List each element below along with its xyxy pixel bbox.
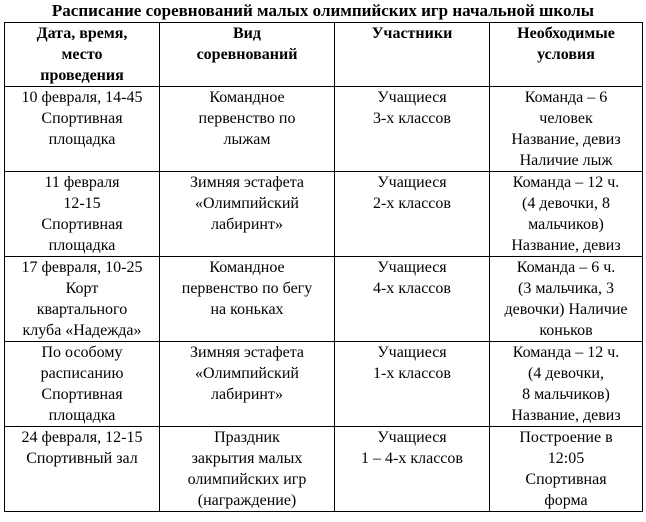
header-conditions xyxy=(490,23,643,87)
cell-event xyxy=(160,257,335,342)
cell-line: По особому xyxy=(41,344,123,361)
cell-line: 17 февраля, 10-25 xyxy=(21,259,143,276)
cell-line: Командное xyxy=(209,259,285,276)
cell-line: Наличие лыж xyxy=(519,152,613,169)
cell-line: Построение в xyxy=(519,429,613,446)
cell-line: площадка xyxy=(48,237,116,254)
cell-line: Учащиеся xyxy=(377,259,447,276)
cell-line: «Олимпийский xyxy=(195,195,299,212)
cell-line: Спортивная xyxy=(41,386,123,403)
cell-line: Корт xyxy=(65,280,99,297)
cell-line: 1-х классов xyxy=(373,365,451,382)
cell-line: олимпийских игр xyxy=(187,471,307,488)
table-row xyxy=(5,342,643,427)
cell-line: Командное xyxy=(209,89,285,106)
cell-participants xyxy=(335,172,490,257)
cell-line: 10 февраля, 14-45 xyxy=(21,89,143,106)
cell-line: 1 – 4-х классов xyxy=(361,450,463,467)
cell-line: «Олимпийский xyxy=(195,365,299,382)
cell-line: 4-х классов xyxy=(373,280,451,297)
cell-participants xyxy=(335,427,490,512)
cell-line: Спортивная xyxy=(41,216,123,233)
cell-event xyxy=(160,342,335,427)
cell-date-place xyxy=(5,87,160,172)
cell-participants xyxy=(335,342,490,427)
cell-line: 12-15 xyxy=(63,195,101,212)
schedule-table xyxy=(4,22,643,512)
table-header-row xyxy=(5,23,643,87)
cell-line: Зимняя эстафета xyxy=(190,344,304,361)
cell-line: площадка xyxy=(48,131,116,148)
cell-line: Праздник xyxy=(214,429,280,446)
table-row xyxy=(5,257,643,342)
header-participants xyxy=(335,23,490,87)
cell-line: девочки) Наличие xyxy=(504,301,628,318)
cell-conditions xyxy=(490,427,643,512)
cell-line: лабиринт» xyxy=(211,386,283,403)
cell-date-place xyxy=(5,172,160,257)
cell-line: лыжам xyxy=(223,131,271,148)
cell-participants xyxy=(335,87,490,172)
header-date-place xyxy=(5,23,160,87)
cell-line: (3 мальчика, 3 xyxy=(518,280,614,297)
cell-line: 3-х классов xyxy=(373,110,451,127)
cell-line: Учащиеся xyxy=(377,89,447,106)
cell-line: Команда – 6 ч. xyxy=(516,259,616,276)
cell-line: 2-х классов xyxy=(373,195,451,212)
cell-line: первенство по xyxy=(198,110,296,127)
cell-line: на коньках xyxy=(210,301,284,318)
cell-event xyxy=(160,172,335,257)
header-event xyxy=(160,23,335,87)
cell-line: (награждение) xyxy=(197,492,297,509)
cell-line: 24 февраля, 12-15 xyxy=(21,429,143,446)
cell-line: Название, девиз xyxy=(511,131,621,148)
header-line: соревнований xyxy=(196,46,298,63)
cell-line: форма xyxy=(544,492,588,509)
cell-line: Учащиеся xyxy=(377,429,447,446)
table-row xyxy=(5,172,643,257)
cell-conditions xyxy=(490,87,643,172)
cell-line: Спортивный зал xyxy=(26,450,138,467)
cell-line: Команда – 6 xyxy=(524,89,608,106)
header-line: Необходимые xyxy=(517,25,615,42)
cell-line: 8 мальчиков) xyxy=(522,386,610,403)
cell-line: расписанию xyxy=(40,365,124,382)
cell-line: коньков xyxy=(539,322,593,339)
document-title: Расписание соревнований малых олимпийских игр начальной школы xyxy=(51,1,595,20)
cell-line: Спортивная xyxy=(525,471,607,488)
cell-date-place xyxy=(5,342,160,427)
table-row xyxy=(5,427,643,512)
cell-line: мальчиков) xyxy=(528,216,604,233)
cell-conditions xyxy=(490,172,643,257)
cell-line: Команда – 12 ч. xyxy=(512,174,620,191)
header-line: проведения xyxy=(40,67,124,84)
cell-line: закрытия малых xyxy=(191,450,303,467)
header-line: Дата, время, xyxy=(36,25,128,42)
cell-line: площадка xyxy=(48,407,116,424)
cell-event xyxy=(160,87,335,172)
cell-line: Команда – 12 ч. xyxy=(512,344,620,361)
cell-line: (4 девочки, xyxy=(528,365,604,382)
header-line: Вид xyxy=(233,25,261,42)
header-line: место xyxy=(61,46,103,63)
cell-event xyxy=(160,427,335,512)
cell-line: лабиринт» xyxy=(211,216,283,233)
cell-line: (4 девочки, 8 xyxy=(522,195,610,212)
cell-line: Учащиеся xyxy=(377,344,447,361)
cell-date-place xyxy=(5,257,160,342)
cell-conditions xyxy=(490,257,643,342)
cell-line: Название, девиз xyxy=(511,237,621,254)
cell-line: первенство по бегу xyxy=(181,280,313,297)
cell-participants xyxy=(335,257,490,342)
header-line: условия xyxy=(537,46,595,63)
cell-line: 12:05 xyxy=(547,450,585,467)
cell-line: человек xyxy=(539,110,593,127)
cell-line: квартального xyxy=(36,301,128,318)
cell-date-place xyxy=(5,427,160,512)
cell-conditions xyxy=(490,342,643,427)
table-row xyxy=(5,87,643,172)
header-line: Участники xyxy=(371,25,453,42)
cell-line: Учащиеся xyxy=(377,174,447,191)
cell-line: Зимняя эстафета xyxy=(190,174,304,191)
cell-line: 11 февраля xyxy=(44,174,120,191)
cell-line: Спортивная xyxy=(41,110,123,127)
cell-line: Название, девиз xyxy=(511,407,621,424)
cell-line: клуба «Надежда» xyxy=(22,322,142,339)
